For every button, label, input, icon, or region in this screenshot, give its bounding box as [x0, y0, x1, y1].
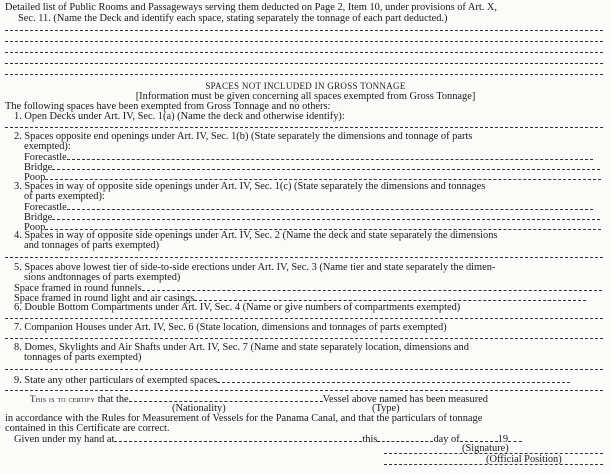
fill-line[interactable] — [52, 161, 600, 170]
fill-line[interactable] — [52, 211, 600, 220]
item-2-line-2: exempted): — [24, 141, 71, 152]
fill-line[interactable] — [45, 171, 601, 180]
fill-line[interactable] — [5, 41, 603, 42]
fill-line[interactable] — [5, 30, 603, 31]
fill-line[interactable] — [5, 257, 603, 258]
certify-vessel-text: Vessel above named has been measured — [322, 394, 488, 405]
certify-line-3: contained in this Certificate are correct. — [5, 423, 170, 434]
part-label: Forecastle — [24, 202, 67, 213]
item-4-line-2: and tonnages of parts exempted) — [24, 240, 160, 251]
year-label: 19 — [497, 434, 509, 445]
part-label: Forecastle — [24, 152, 67, 163]
official-position-caption: (Official Position) — [486, 454, 562, 465]
given-under-line — [14, 433, 522, 446]
part-label: Bridge — [24, 162, 53, 173]
fill-line[interactable] — [5, 127, 603, 128]
item-8-line-1: 8. Domes, Skylights and Air Shafts under Art. IV, Sec. 7 (Name and state separately location, dimensions and — [14, 342, 469, 353]
fill-line[interactable] — [5, 390, 603, 391]
section-intro: The following spaces have been exempted from Gross Tonnage and no others: — [5, 101, 331, 112]
part-label: Poop — [24, 172, 46, 183]
item-9-label: 9. State any other particulars of exempted spaces — [14, 375, 218, 386]
day-of-label: day of — [433, 434, 460, 445]
given-label: Given under my hand at — [14, 434, 115, 445]
item-9 — [14, 374, 570, 387]
this-label: this — [362, 434, 378, 445]
certify-line-2: in accordance with the Rules for Measurement of Vessels for the Panama Canal, and that the particulars of tonnage — [5, 413, 483, 424]
item-6: 6. Double Bottom Compartments under Art. IV, Sec. 4 (Name or give numbers of compartments exempted) — [14, 302, 461, 313]
part-label: Poop — [24, 222, 46, 233]
fill-line[interactable] — [142, 282, 602, 291]
item-5-casings-label: Space framed in round light and air casings — [14, 293, 195, 304]
fill-line[interactable] — [5, 74, 603, 75]
fill-line[interactable] — [67, 151, 593, 160]
certify-that-the: that the — [97, 394, 129, 405]
header-line-2: Sec. 11. (Name the Deck and identify each space, stating separately the tonnage of each part deducted.) — [18, 13, 448, 24]
item-5-funnels-label: Space framed in round funnels — [14, 283, 142, 294]
item-4-line-1: 4. Spaces in way of opposite side openings under Art. IV, Sec. 2 (Name the deck and state separately the dimensions — [14, 230, 498, 241]
fill-line[interactable] — [67, 201, 593, 210]
place-field[interactable] — [114, 433, 362, 442]
header-line-1: Detailed list of Public Rooms and Passageways serving them deducted on Page 2, Item 10, under provisions of Art. X, — [5, 2, 498, 13]
item-1: 1. Open Decks under Art. IV, Sec. 1(a) (Name the deck and otherwise identify): — [14, 111, 345, 122]
fill-line[interactable] — [5, 63, 603, 64]
item-8-line-2: tonnages of parts exempted) — [24, 352, 142, 363]
item-3-line-1: 3. Spaces in way of opposite side openings under Art. IV, Sec. 1(c) (State separately the dimensions and tonnages — [14, 181, 486, 192]
month-field[interactable] — [460, 433, 498, 442]
fill-line[interactable] — [5, 338, 603, 339]
fill-line[interactable] — [5, 369, 603, 370]
year-field[interactable] — [508, 433, 522, 442]
item-3-line-2: of parts exempted): — [24, 191, 105, 202]
nationality-caption: (Nationality) — [172, 403, 226, 414]
fill-line[interactable] — [217, 374, 570, 383]
certify-line-1 — [30, 393, 488, 406]
section-title: SPACES NOT INCLUDED IN GROSS TONNAGE — [205, 81, 406, 91]
fill-line[interactable] — [45, 221, 601, 230]
section-subtitle: [Information must be given concerning all spaces exempted from Gross Tonnage] — [135, 91, 476, 102]
fill-line[interactable] — [5, 318, 603, 319]
fill-line[interactable] — [194, 292, 586, 301]
nationality-field[interactable] — [129, 393, 323, 402]
day-field[interactable] — [377, 433, 433, 442]
item-5-line-1: 5. Spaces above lowest tier of side-to-side erections under Art. IV, Sec. 3 (Name tier and state separately the dimen- — [14, 262, 496, 273]
fill-line[interactable] — [5, 52, 603, 53]
signature-caption: (Signature) — [462, 443, 509, 454]
type-caption: (Type) — [372, 403, 400, 414]
item-7: 7. Companion Houses under Art. IV, Sec. 6 (State location, dimensions and tonnages of parts exempted) — [14, 322, 447, 333]
item-2-line-1: 2. Spaces opposite end openings under Art. IV, Sec. 1(b) (State separately the dimensions and tonnage of parts — [14, 131, 473, 142]
certify-lead: This is to certify — [30, 394, 96, 404]
part-label: Bridge — [24, 212, 53, 223]
item-5-line-2: sions andtonnages of parts exempted) — [24, 272, 181, 283]
